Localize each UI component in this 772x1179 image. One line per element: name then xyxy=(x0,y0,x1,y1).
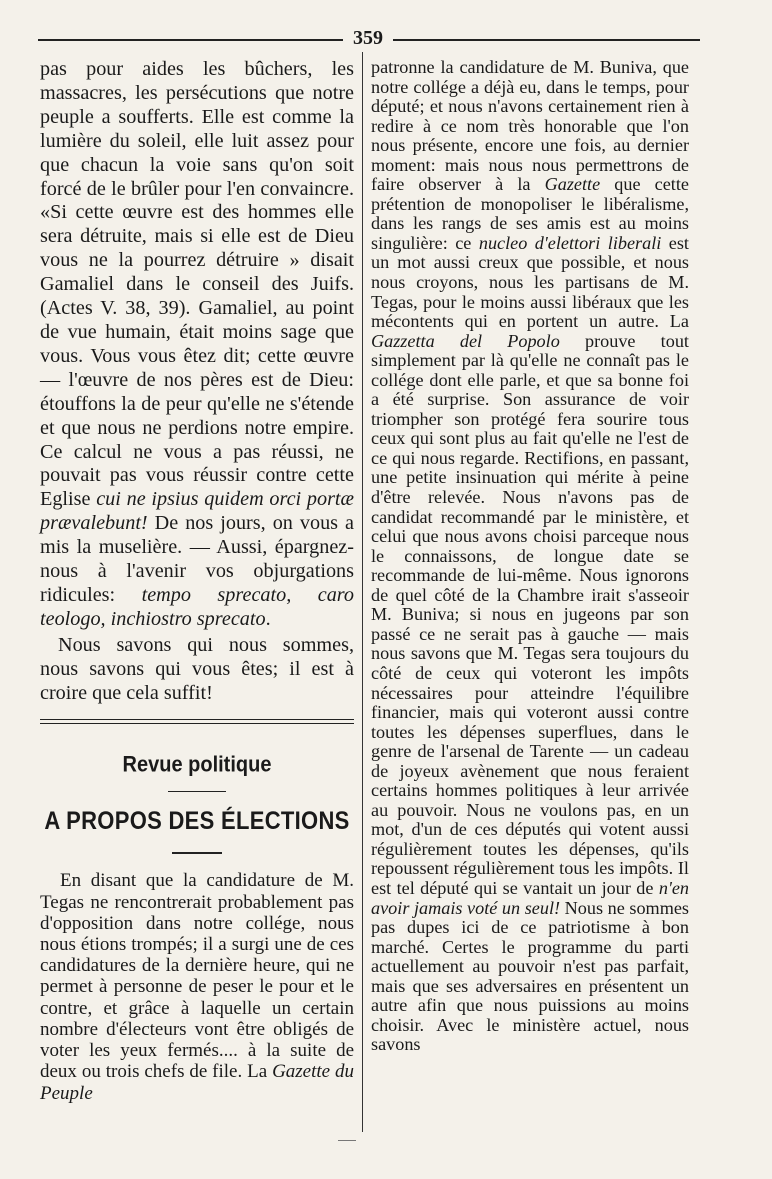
right-column xyxy=(371,58,689,1055)
newspaper-name: Gazette du Peuple xyxy=(40,1061,354,1104)
page-number: 359 xyxy=(353,27,383,49)
title-rule-bold xyxy=(172,852,222,854)
text-run: que cette prétention de monopoliser le libéralisme, dans les rangs de ses amis est au moins singulière: ce xyxy=(371,174,689,253)
paragraph-closing: Nous savons qui nous sommes, nous savons qui vous êtes; il est à croire que cela suffit! xyxy=(40,633,354,704)
text-run: . xyxy=(265,607,271,630)
quoted-boast: n'en avoir jamais voté un seul! xyxy=(371,877,689,918)
text-run: patronne la candidature de M. Buniva, que notre collége a déjà eu, dans le temps, pour député; et nous n'avons certainement rien à redire à ce nom très honorable que l'on nous présente, encore une fois, au dernier moment: mais nous nous permettrons de faire observer à la xyxy=(371,57,689,195)
title-rule xyxy=(168,791,226,792)
text-run: prouve tout simplement par là qu'elle ne connaît pas le collége dont elle parle, et que sa bonne foi a été surprise. Son assurance de voir triompher son protégé fera sourire tous ceux qui sont plus au fait qu'elle ne l'est de ce qui nous regarde. Rectifions, en passant, une petite insinuation qui mérite à peine d'être relevée. Nous n'avons pas de candidat recommandé par le ministère, et celui que nous avons choisi parceque nous le connaissons, de longue date se recommande de lui-même. Nous ignorons de quel côté de la Chambre irait s'asseoir M. Buniva; si nous en jugeons par son passé ce ne serait pas à gauche — mais nous savons que M. Tegas sera toujours du côté de ceux qui voteront les impôts nécessaires pour atteindre l'équilibre financier, mais qui voteront aussi contre toutes les dépenses superflues, dans le genre de l'arsenal de Tarente — un cadeau de joyeux avènement que nous feraient certains hommes politiques à leur arrivée au pouvoir. Nous ne voulons pas, en un mot, d'un de ces députés qui votent aussi régulièrement toutes les dépenses, qu'ils repoussent régulièrement tous les impôts. Il est tel député qui se vantait un jour de xyxy=(371,330,689,898)
left-column xyxy=(40,58,354,1104)
newspaper-name: Gazzetta del Popolo xyxy=(371,330,560,351)
paragraph-gamaliel xyxy=(40,58,354,632)
text-run: En disant que la candidature de M. Tegas ne rencontrerait probablement pas d'opposition dans notre collége, nous nous étions trompés; il a surgi une de ces candidatures de la dernière heure, qui ne permet à personne de peser le pour et le contre, et grâce à laquelle un certain nombre d'électeurs vont être obligés de voter les yeux fermés.... à la suite de deux ou trois chefs de file. La xyxy=(40,870,354,1083)
section-title: Revue politique xyxy=(122,753,272,778)
footer-mark xyxy=(338,1140,356,1141)
newspaper-name: Gazette xyxy=(544,174,601,195)
column-divider xyxy=(362,52,363,1132)
text-run: pas pour aides les bûchers, les massacres, les persécutions que notre peuple a soufferts. Elle est comme la lumière du soleil, elle luit assez pour que chacun la voie sans qu'on soit forcé de le brûler pour l'en convaincre. «Si cette œuvre est des hommes elle sera détruite, mais si elle est de Dieu vous ne la pourrez détruire » disait Gamaliel dans le conseil des Juifs. (Actes V. 38, 39). Gamaliel, au point de vue humain, était moins sage que vous. Vous vous êtez dit; cette œuvre — l'œuvre de nos pères est de Dieu: étouffons la de peur qu'elle ne s'étende et que nous ne perdions notre empire. Ce calcul ne vous a pas réussi, ne pouvait pas vous réussir contre cette Eglise xyxy=(40,58,354,511)
page-header xyxy=(38,27,700,52)
header-rule-left xyxy=(38,39,343,41)
italian-phrase: nucleo d'elettori liberali xyxy=(478,232,662,253)
text-run: est un mot aussi creux que possible, et nous nous croyons, nous les partisans de M. Tegas, pour le moins aussi libéraux que les mécontents qui en portent un autre. La xyxy=(371,232,689,332)
paragraph-elections xyxy=(40,870,354,1103)
latin-quote: cui ne ipsius quidem orci portæ prævalebunt! xyxy=(40,488,354,535)
section-separator xyxy=(40,719,354,724)
header-rule-right xyxy=(393,39,700,41)
text-run: Nous ne sommes pas dupes ici de ce patriotisme à bon marché. Certes le programme du parti actuellement au pouvoir n'est pas parfait, mais que ses adversaires en présentent un autre afin que nous puissions au moins choisir. Avec le ministère actuel, nous savons xyxy=(371,897,689,1055)
text-run: De nos jours, on vous a mis la muselière. — Aussi, épargnez-nous à l'avenir vos objurgations ridicules: xyxy=(40,512,354,606)
article-title: A PROPOS DES ÉLECTIONS xyxy=(44,806,350,835)
paragraph-candidature xyxy=(371,58,689,1055)
italian-quote: tempo sprecato, caro teologo, inchiostro sprecato xyxy=(40,583,354,630)
